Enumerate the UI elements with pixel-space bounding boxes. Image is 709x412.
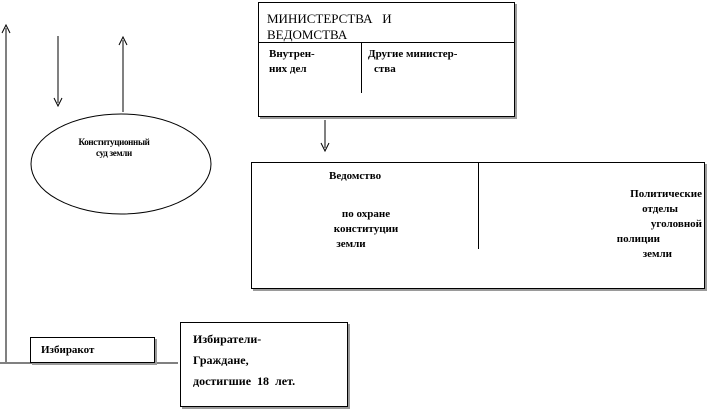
voters-line1: Избиратели- — [193, 332, 262, 346]
other-line1: Другие министер- — [368, 48, 458, 60]
department-column-divider — [478, 163, 479, 249]
other-line2: ства — [374, 63, 396, 75]
dept-right-line1: Политические — [630, 188, 702, 200]
other-ministries-label — [368, 47, 457, 77]
voters-line3: достигшие 18 лет. — [193, 374, 296, 388]
political-police-label — [582, 187, 702, 262]
voters-line2: Граждане, — [193, 353, 249, 367]
court-line1: Конституционный — [78, 137, 150, 147]
ministries-title — [267, 11, 392, 43]
ministries-title-line2: ВЕДОМСТВА — [267, 27, 348, 42]
dept-left-line2: конституции — [333, 223, 399, 235]
interior-line1: Внутрен- — [269, 48, 315, 60]
department-box — [251, 162, 705, 289]
dept-left-line1: по охране — [341, 208, 391, 220]
dept-right-line5: земли — [642, 248, 672, 260]
dept-left-line3: земли — [336, 238, 366, 250]
ministries-divider — [259, 42, 514, 43]
electorate-label: Избиракот — [41, 344, 95, 356]
constitution-protection-label — [304, 207, 428, 252]
ministries-box — [258, 2, 515, 117]
voters-label — [193, 329, 295, 392]
court-ellipse — [31, 114, 211, 214]
interior-affairs-label — [269, 47, 315, 77]
ministries-column-divider — [361, 43, 362, 93]
dept-right-line3: уголовной — [650, 218, 702, 230]
dept-right-line2: отделы — [642, 203, 678, 215]
interior-line2: них дел — [269, 63, 307, 75]
voters-box — [180, 322, 348, 407]
ministries-title-line1: МИНИСТЕРСТВА И — [267, 11, 392, 26]
constitutional-court-label — [56, 137, 172, 159]
electorate-box — [30, 337, 155, 363]
department-title: Ведомство — [329, 170, 382, 182]
court-line2: суд земли — [96, 148, 132, 158]
dept-right-line4: полиции — [616, 233, 660, 245]
